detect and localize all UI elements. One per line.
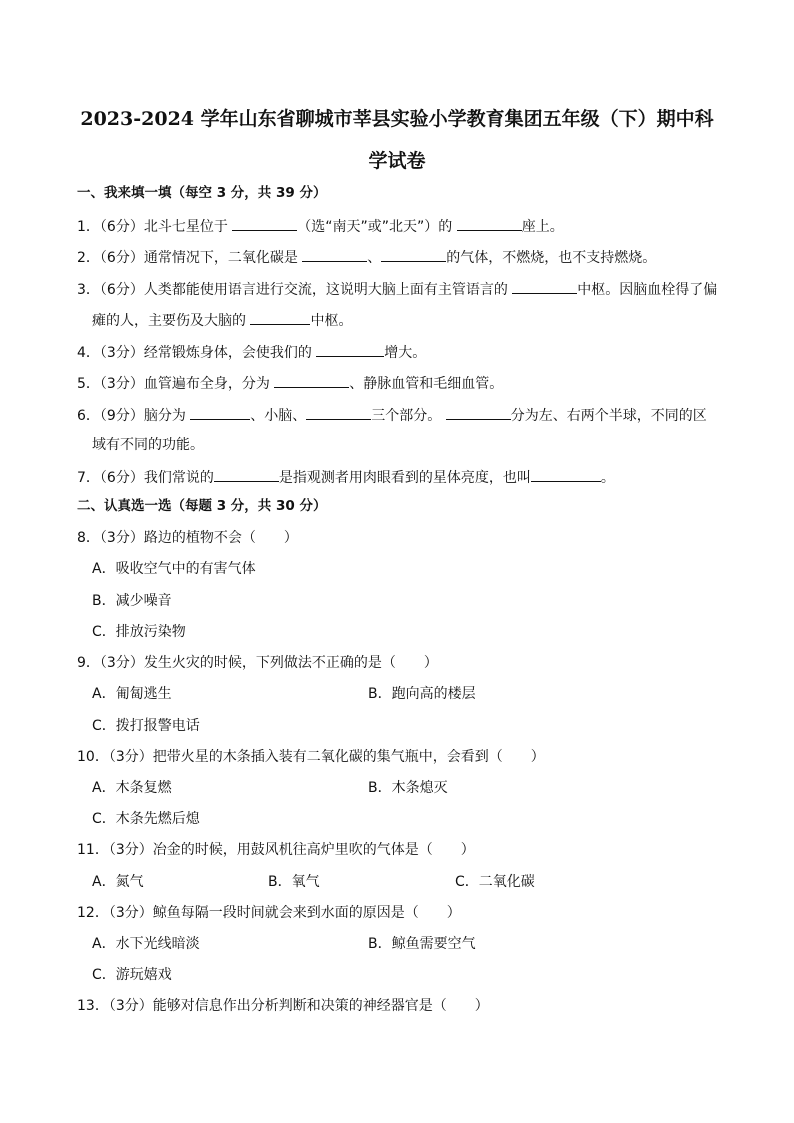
q11-option-c[interactable]: C．二氧化碳 xyxy=(455,874,535,890)
section-heading-fill: 一、我来填一填（每空 3 分，共 39 分） xyxy=(77,185,327,201)
q11-option-a[interactable]: A．氮气 xyxy=(92,874,144,890)
question-12: 12．（3分）鲸鱼每隔一段时间就会来到水面的原因是（ ） xyxy=(77,905,461,921)
question-11: 11．（3分）冶金的时候，用鼓风机往高炉里吹的气体是（ ） xyxy=(77,842,475,858)
q12-option-c[interactable]: C．游玩嬉戏 xyxy=(92,967,172,983)
q9-option-a[interactable]: A．匍匐逃生 xyxy=(92,686,172,702)
q8-option-b[interactable]: B．减少噪音 xyxy=(92,593,172,609)
answer-blank[interactable] xyxy=(512,279,577,294)
q9-option-c[interactable]: C．拨打报警电话 xyxy=(92,718,200,734)
exam-title-line1: 2023-2024 学年山东省聊城市莘县实验小学教育集团五年级（下）期中科 xyxy=(80,108,714,130)
section-heading-choice: 二、认真选一选（每题 3 分，共 30 分） xyxy=(77,498,327,514)
q8-option-c[interactable]: C．排放污染物 xyxy=(92,624,186,640)
question-8: 8．（3分）路边的植物不会（ ） xyxy=(77,530,298,546)
answer-blank[interactable] xyxy=(190,405,250,420)
q9-option-b[interactable]: B．跑向高的楼层 xyxy=(368,686,476,702)
question-6: 6．（9分）脑分为 、小脑、 三个部分。 分为左、右两个半球，不同的区 xyxy=(77,405,707,425)
question-3-cont: 瘫的人，主要伤及大脑的 中枢。 xyxy=(92,310,352,330)
q11-option-b[interactable]: B．氧气 xyxy=(268,874,320,890)
answer-blank[interactable] xyxy=(302,247,367,262)
question-2: 2．（6分）通常情况下，二氧化碳是 、 的气体，不燃烧，也不支持燃烧。 xyxy=(77,247,656,267)
question-10: 10．（3分）把带火星的木条插入装有二氧化碳的集气瓶中，会看到（ ） xyxy=(77,749,545,765)
question-5: 5．（3分）血管遍布全身，分为 、静脉血管和毛细血管。 xyxy=(77,373,503,393)
question-7: 7．（6分）我们常说的 是指观测者用肉眼看到的星体亮度，也叫 。 xyxy=(77,467,615,487)
q10-option-c[interactable]: C．木条先燃后熄 xyxy=(92,811,200,827)
answer-blank[interactable] xyxy=(306,405,371,420)
q12-option-a[interactable]: A．水下光线暗淡 xyxy=(92,936,200,952)
q8-option-a[interactable]: A．吸收空气中的有害气体 xyxy=(92,561,256,577)
question-1: 1．（6分）北斗七星位于 （选“南天”或”北天”）的 座上。 xyxy=(77,216,564,236)
answer-blank[interactable] xyxy=(457,216,522,231)
exam-title-line2: 学试卷 xyxy=(368,150,426,172)
answer-blank[interactable] xyxy=(214,467,279,482)
answer-blank[interactable] xyxy=(274,373,349,388)
question-3: 3．（6分）人类都能使用语言进行交流，这说明大脑上面有主管语言的 中枢。因脑血栓得了偏 xyxy=(77,279,717,299)
answer-blank[interactable] xyxy=(446,405,511,420)
answer-blank[interactable] xyxy=(232,216,297,231)
answer-blank[interactable] xyxy=(531,467,601,482)
answer-blank[interactable] xyxy=(316,342,384,357)
answer-blank[interactable] xyxy=(250,310,310,325)
question-6-cont: 域有不同的功能。 xyxy=(92,437,204,453)
question-4: 4．（3分）经常锻炼身体，会使我们的 增大。 xyxy=(77,342,426,362)
question-13: 13．（3分）能够对信息作出分析判断和决策的神经器官是（ ） xyxy=(77,998,489,1014)
q10-option-b[interactable]: B．木条熄灭 xyxy=(368,780,448,796)
q10-option-a[interactable]: A．木条复燃 xyxy=(92,780,172,796)
answer-blank[interactable] xyxy=(381,247,446,262)
question-9: 9．（3分）发生火灾的时候，下列做法不正确的是（ ） xyxy=(77,655,438,671)
q12-option-b[interactable]: B．鲸鱼需要空气 xyxy=(368,936,476,952)
